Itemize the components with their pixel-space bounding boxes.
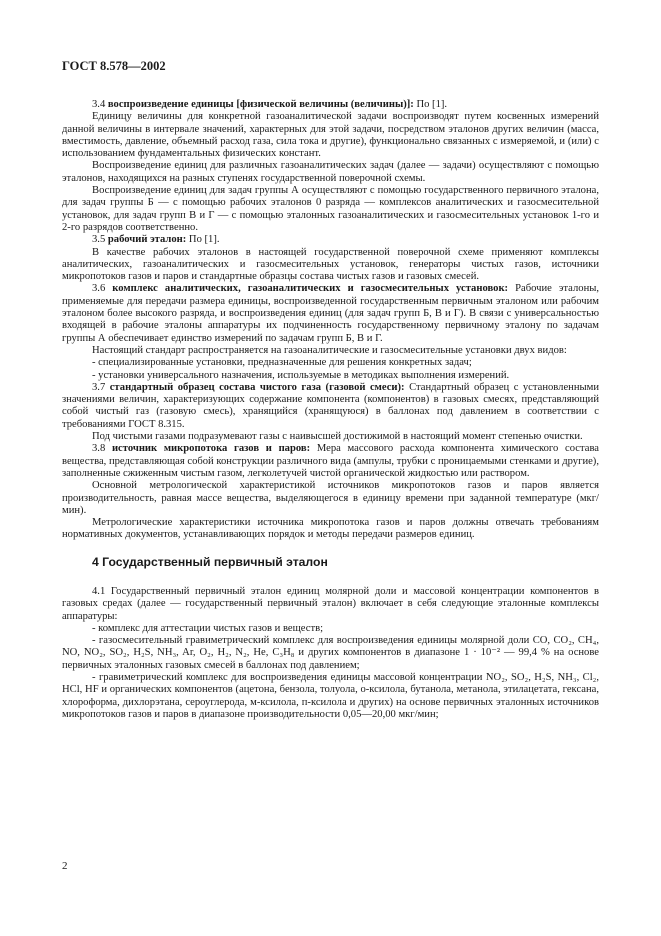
paragraph: Под чистыми газами подразумевают газы с наивысшей достижимой в настоящий момент степенью очистки. bbox=[92, 431, 583, 443]
clause-3-6 bbox=[62, 283, 599, 344]
page-number: 2 bbox=[62, 860, 68, 872]
list-item: - газосмесительный гравиметрический комплекс для воспроизведения единицы молярной доли CO, CO₂, CH₄, NO, NO₂, SO₂, H₂S, NH₃, Ar, O₂, H₂, N₂, He, C₃H₈ и других компонентов в диапазоне 1 · 10⁻² — 99,4 % на основе первичных эталонных газовых смесей в баллонах под давлением; bbox=[62, 635, 599, 671]
document-header: ГОСТ 8.578—2002 bbox=[62, 59, 166, 73]
clause-number: 3.4 bbox=[92, 99, 108, 110]
clause-text: Мера массового расхода компонента химического состава вещества, представляющая собой конструкции различного вида (ампулы, трубки с проницаемыми стенками и другие), заполненные сжиженным чистым газом, легколетучей чистой органической жидкостью или раствором. bbox=[62, 443, 600, 479]
clause-3-5 bbox=[62, 234, 599, 246]
clause-text: По [1]. bbox=[186, 234, 220, 246]
paragraph: Основной метрологической характеристикой источников микропотоков газов и паров является производительность, равная массе вещества, выделяющегося в единицу времени при заданной температуре (мкг/мин). bbox=[62, 480, 599, 516]
clause-3-8 bbox=[62, 443, 599, 480]
paragraph: Метрологические характеристики источника микропотока газов и паров должны отвечать требованиям нормативных документов, устанавливающих порядок и методы передачи размеров единиц. bbox=[62, 517, 599, 541]
paragraph: Настоящий стандарт распространяется на газоаналитические и газосмесительные установки двух видов: bbox=[92, 344, 567, 356]
clause-number: 3.6 bbox=[92, 283, 113, 295]
paragraph: Единицу величины для конкретной газоаналитической задачи воспроизводят путем косвенных измерений данной величины в интервале значений, характерных для этой задачи, посредством эталонов других величин (масса, вместимость, давление, объемный расход газа, сила тока и другие), функционально связанных с измеряемой, и (или) с использованием фундаментальных физических констант. bbox=[62, 111, 599, 160]
list-item: - комплекс для аттестации чистых газов и веществ; bbox=[92, 622, 324, 634]
clause-text: Стандартный образец с установленными значениями величин, характеризующих содержание компонента (компонентов) в газовых смесях, представляющий собой чистый газ (газовую смесь), хранящийся (хранящуюся) в баллонах под давлением в соответствии с требованиями ГОСТ 8.315. bbox=[62, 381, 599, 430]
clause-term: рабочий эталон: bbox=[107, 234, 187, 246]
clause-4-1: 4.1 Государственный первичный эталон единиц молярной доли и массовой концентрации компонентов в газовых средах (далее — государственный первичный эталон) включает в себя следующие эталонные комплексы аппаратуры: bbox=[62, 585, 599, 622]
clause-number: 3.7 bbox=[92, 381, 110, 393]
list-item: - гравиметрический комплекс для воспроизведения единицы массовой концентрации NO₂, SO₂, H₂S, NH₃, Cl₂, HCl, HF и органических компонентов (ацетона, бензола, толуола, о-ксилола, бутанола, метанола, этилацетата, гексана, хлороформа, дихлорэтана, сероуглерода, м-ксилола, п-ксилола и других) на основе первичных эталонных источников микропотоков газов и паров в диапазоне производительности 0,05—20,00 мкг/мин; bbox=[62, 672, 599, 720]
paragraph: Воспроизведение единиц для различных газоаналитических задач (далее — задачи) осуществляют с помощью эталонов, находящихся на разных ступенях государственной поверочной схемы. bbox=[62, 160, 599, 184]
clause-3-4 bbox=[62, 99, 599, 111]
clause-term: стандартный образец состава чистого газа (газовой смеси): bbox=[109, 381, 405, 393]
clause-term: источник микропотока газов и паров: bbox=[111, 443, 311, 455]
clause-number: 3.8 bbox=[92, 443, 112, 455]
paragraph: В качестве рабочих эталонов в настоящей государственной поверочной схеме применяют комплексы аналитических, газоаналитических и газосмесительных установок, генераторы чистых газов, источники микропотоков газов и паров и стандартные образцы состава чистых газов и газовых смесей. bbox=[62, 246, 599, 283]
clause-text: По [1]. bbox=[413, 99, 448, 110]
list-item: - специализированные установки, предназначенные для решения конкретных задач; bbox=[92, 357, 472, 369]
clause-3-7 bbox=[62, 382, 599, 431]
list-item: - установки универсального назначения, используемые в методиках выполнения измерений. bbox=[92, 369, 510, 381]
clause-text: Рабочие эталоны, применяемые для передачи размера единицы, воспроизведенной государственным первичным эталоном или рабочим эталоном более высокого разряда, и воспроизведения единиц (для задач групп Б, В и Г). В связи с универсальностью входящей в рабочие эталоны аппаратуры их подчиненность государственному первичному эталону по задачам группы А обеспечивает единство измерений по задачам групп Б, В и Г. bbox=[62, 283, 600, 344]
document-body bbox=[62, 99, 599, 721]
clause-term: комплекс аналитических, газоаналитических и газосмесительных установок: bbox=[112, 283, 509, 295]
clause-term: воспроизведение единицы [физической величины (величины)]: bbox=[107, 99, 414, 110]
section-heading: 4 Государственный первичный эталон bbox=[92, 554, 328, 569]
paragraph: Воспроизведение единиц для задач группы А осуществляют с помощью государственного первичного эталона, для задач группы Б — с помощью рабочих эталонов 0 разряда — комплексов аналитических и газосмесительной установок, для задач групп В и Г — с помощью эталонных газоаналитических и газосмесительных установок 1-го и 2-го разрядов соответственно. bbox=[62, 185, 599, 233]
clause-number: 3.5 bbox=[92, 234, 108, 246]
